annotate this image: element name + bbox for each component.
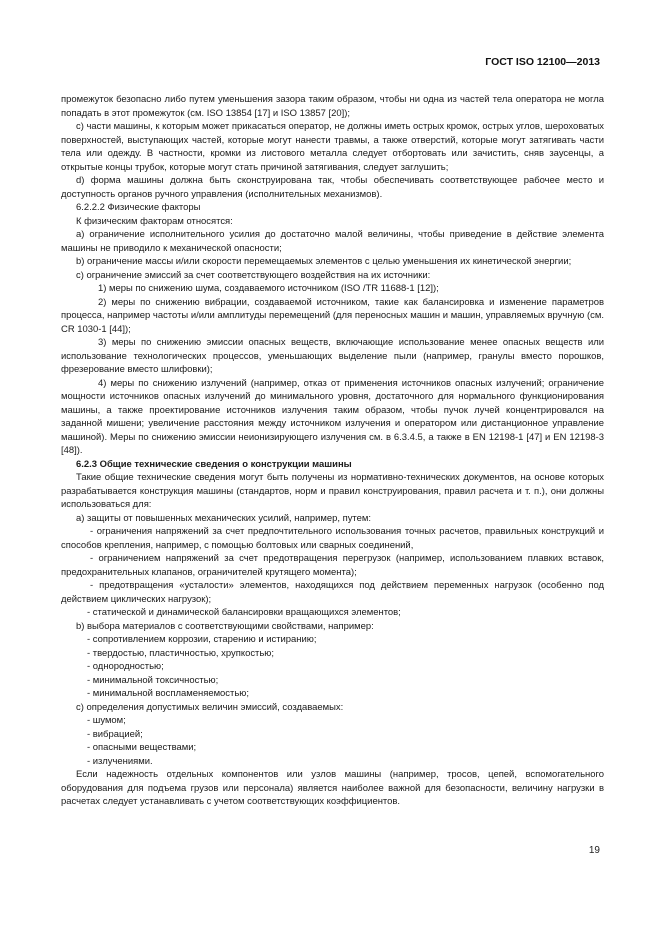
sub-list-item: 1) меры по снижению шума, создаваемого источником (ISO /TR 11688-1 [12]); <box>98 283 439 294</box>
dash-item: - твердостью, пластичностью, хрупкостью; <box>87 647 274 659</box>
paragraph: К физическим факторам относятся: <box>76 215 233 227</box>
section-heading-6-2-3: 6.2.3 Общие технические сведения о конструкции машины <box>76 458 352 470</box>
dash-item: - излучениями. <box>87 755 153 767</box>
sub-list-item: 4) меры по снижению излучений (например, отказ от применения источников опасных излучений; ограничение мощности источников опасных излучений до минимального уровня, достаточного для нормального функционирования машины, а также проектирование источников излучения таким образом, чтобы пучок лучей концентрировался на заданной мишени; увеличение расстояния между источником излучения и оператором или дистанционное управление машиной). Меры по снижению эмиссии неионизирующего излучения см. в 6.3.4.5, а также в EN 12198-1 [47] и EN 12198-3 [48]). <box>61 377 604 456</box>
list-item: c) определения допустимых величин эмиссий, создаваемых: <box>76 701 344 713</box>
dash-item: - однородностью; <box>87 661 164 672</box>
document-code-header: ГОСТ ISO 12100—2013 <box>485 56 600 68</box>
dash-item: - минимальной токсичностью; <box>87 674 219 686</box>
section-heading-6-2-2-2: 6.2.2.2 Физические факторы <box>76 202 201 213</box>
dash-item: - шумом; <box>87 715 126 726</box>
sub-list-item: 2) меры по снижению вибрации, создаваемой источником, такие как балансировка и изменение параметров процесса, например частоты и/или амплитуды перемещений (для переносных машин и машин, управляемых вручную (см. CR 1030-1 [44]); <box>61 296 604 335</box>
paragraph: Такие общие технические сведения могут быть получены из нормативно-технических документов, на основе которых разрабатывается конструкция машины (стандартов, норм и правил конструирования, правил расчета и т. п.), они должны использоваться для: <box>61 472 604 510</box>
list-item: a) защиты от повышенных механических усилий, например, путем: <box>76 512 371 524</box>
paragraph: Если надежность отдельных компонентов или узлов машины (например, тросов, цепей, вспомогательного оборудования для подъема грузов или персонала) является наиболее важной для безопасности, величину нагрузки в расчетах следует устанавливать с учетом соответствующих коэффициентов. <box>61 769 604 807</box>
page-number: 19 <box>588 845 600 856</box>
dash-item: - минимальной воспламеняемостью; <box>87 688 249 699</box>
document-body <box>61 93 604 809</box>
paragraph: c) части машины, к которым может прикасаться оператор, не должны иметь острых кромок, острых углов, шероховатых поверхностей, выступающих частей, которые могут нанести травмы, а также отверстий, которые могут затягивать части тела или одежду. В частности, кромки из листового металла следует отбортовать или зачистить, сняв заусенцы, а открытые концы трубок, которые могут стать причиной затягивания, следует заглушить; <box>61 121 604 173</box>
list-item: c) ограничение эмиссий за счет соответствующего воздействия на их источники: <box>76 269 431 281</box>
dash-item: - опасными веществами; <box>87 742 197 753</box>
list-item: b) выбора материалов с соответствующими свойствами, например: <box>76 620 374 632</box>
dash-item: - вибрацией; <box>87 728 143 740</box>
dash-item: - сопротивлением коррозии, старению и истиранию; <box>87 634 317 645</box>
dash-item: - ограничения напряжений за счет предпочтительного использования точных расчетов, правильных конструкций и способов крепления, например, с помощью болтовых или сварных соединений, <box>61 526 604 551</box>
paragraph: промежуток безопасно либо путем уменьшения зазора таким образом, чтобы ни одна из частей тела оператора не могла попадать в этот промежуток (см. ISO 13854 [17] и ISO 13857 [20]); <box>61 94 604 119</box>
list-item: a) ограничение исполнительного усилия до достаточно малой величины, чтобы приведение в действие элемента машины не приводило к механической опасности; <box>61 229 604 254</box>
paragraph: d) форма машины должна быть сконструирована так, чтобы обеспечивать соответствующее рабочее место и доступность органов ручного управления (исполнительных механизмов). <box>61 175 604 200</box>
dash-item: - ограничением напряжений за счет предотвращения перегрузок (например, использованием плавких вставок, предохранительных клапанов, ограничителей крутящего момента); <box>61 553 604 578</box>
dash-item: - статической и динамической балансировки вращающихся элементов; <box>87 607 401 618</box>
dash-item: - предотвращения «усталости» элементов, находящихся под действием переменных нагрузок (особенно под действием циклических нагрузок); <box>61 580 604 605</box>
list-item: b) ограничение массы и/или скорости перемещаемых элементов с целью уменьшения их кинетической энергии; <box>76 256 572 267</box>
sub-list-item: 3) меры по снижению эмиссии опасных веществ, включающие использование менее опасных веществ или использование технологических процессов, уменьшающих выделение пыли (например, гранулы вместо порошков, фрезерование вместо шлифовки); <box>61 337 604 375</box>
